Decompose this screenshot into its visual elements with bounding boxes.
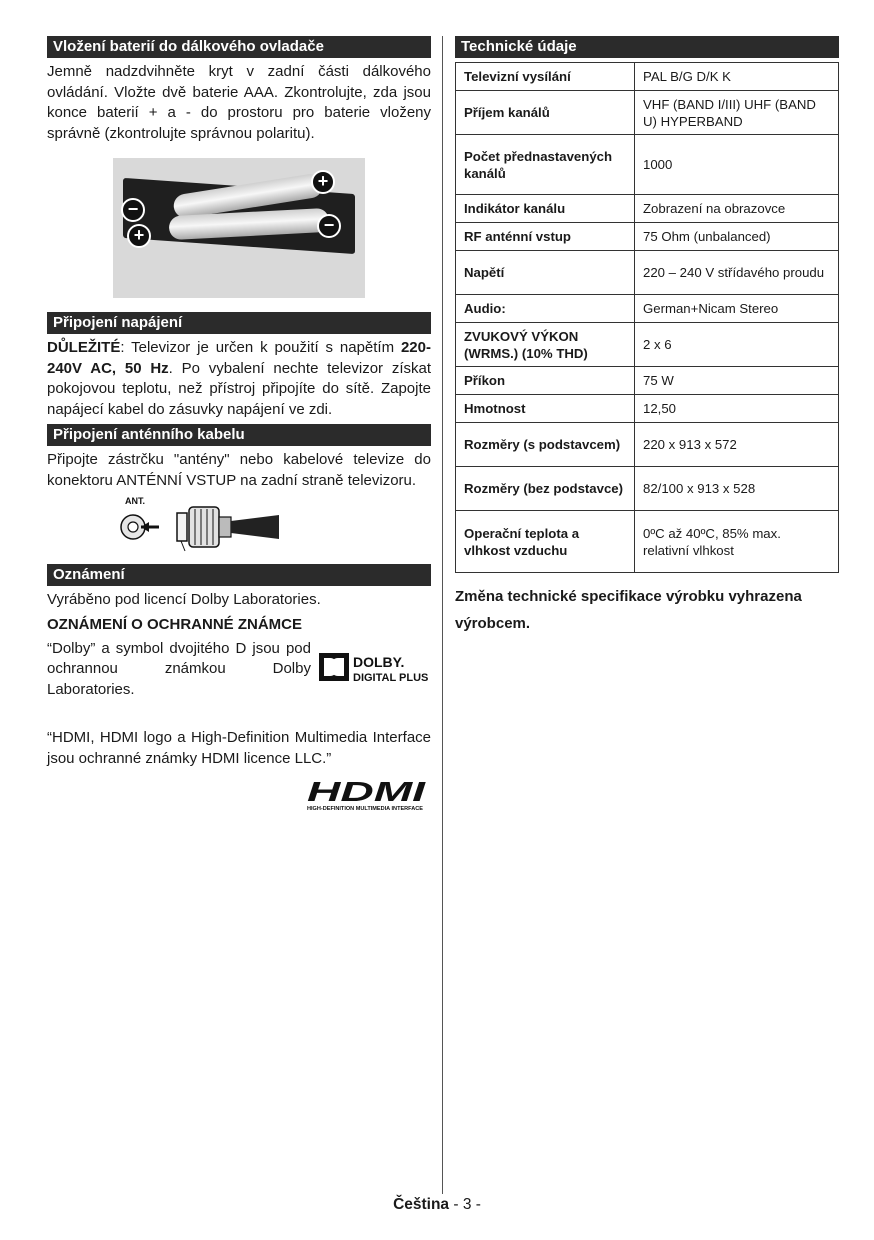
spec-value: 2 x 6 [635,323,839,367]
minus-icon: − [121,198,145,222]
spec-value: 75 W [635,367,839,395]
section-heading-power: Připojení napájení [47,312,431,334]
svg-text:DOLBY.: DOLBY. [353,653,405,670]
spec-row [456,467,839,511]
spec-label: Příkon [456,367,635,395]
spec-label: Operační teplota a vlhkost vzduchu [456,511,635,573]
spec-value: 75 Ohm (unbalanced) [635,223,839,251]
spec-value: 1000 [635,135,839,195]
spec-label: ZVUKOVÝ VÝKON (WRMS.) (10% THD) [456,323,635,367]
spec-row [456,367,839,395]
spec-value: 220 – 240 V střídavého proudu [635,251,839,295]
spec-value: 220 x 913 x 572 [635,423,839,467]
spec-row [456,91,839,135]
spec-value: PAL B/G D/K K [635,63,839,91]
antenna-instructions: Připojte zástrčku "antény" nebo kabelové televize do konektoru ANTÉNNÍ VSTUP na zadní straně televizoru. [47,451,431,489]
spec-value: Zobrazení na obrazovce [635,195,839,223]
plus-icon: + [311,170,335,194]
section-heading-specs: Technické údaje [455,36,839,58]
spec-row [456,195,839,223]
page-number: - 3 - [449,1196,481,1213]
svg-text:HDMI: HDMI [307,777,428,807]
section-heading-battery: Vložení baterií do dálkového ovladače [47,36,431,58]
battery-illustration [113,158,365,298]
spec-change-note: Změna technické specifikace výrobku vyhrazena výrobcem. [455,588,802,632]
plus-icon: + [127,224,151,248]
column-divider [442,36,443,1194]
footer-language: Čeština [393,1196,450,1213]
right-column [455,36,839,637]
spec-row [456,395,839,423]
antenna-connector-illustration [119,495,279,553]
voltage-spec: 220-240V AC, 50 Hz [47,339,431,377]
spec-label: Napětí [456,251,635,295]
spec-row [456,423,839,467]
spec-row [456,251,839,295]
important-label: DŮLEŽITÉ [47,339,121,356]
hdmi-trademark-text: “HDMI, HDMI logo a High-Definition Multimedia Interface jsou ochranné známky HDMI licence LLC.” [47,729,431,767]
antenna-label: ANT. [125,496,145,506]
left-column [47,36,431,816]
spec-label: Příjem kanálů [456,91,635,135]
section-heading-antenna: Připojení anténního kabelu [47,424,431,446]
dolby-logo-icon [319,651,431,685]
minus-icon: − [317,214,341,238]
spec-label: Rozměry (bez podstavce) [456,467,635,511]
spec-row [456,295,839,323]
spec-value: VHF (BAND I/III) UHF (BAND U) HYPERBAND [635,91,839,135]
spec-value: German+Nicam Stereo [635,295,839,323]
spec-label: Rozměry (s podstavcem) [456,423,635,467]
dolby-notice [47,639,431,701]
spec-row [456,323,839,367]
spec-label: Počet přednastavených kanálů [456,135,635,195]
trademark-heading: OZNÁMENÍ O OCHRANNÉ ZNÁMCE [47,615,302,633]
page-footer [0,1196,874,1214]
battery-instructions: Jemně nadzdvihněte kryt v zadní části dálkového ovládání. Vložte dvě baterie AAA. Zkontrolujte, zda jsou konce baterií + a - do prostoru pro baterie vloženy správně (zkontrolujte správnou polaritu). [47,63,431,142]
spec-row [456,511,839,573]
section-heading-notice: Oznámení [47,564,431,586]
svg-text:HIGH-DEFINITION MULTIMEDIA INT: HIGH-DEFINITION MULTIMEDIA INTERFACE [307,806,424,811]
spec-row [456,223,839,251]
svg-text:DIGITAL PLUS: DIGITAL PLUS [353,671,429,684]
spec-label: RF anténní vstup [456,223,635,251]
spec-label: Indikátor kanálu [456,195,635,223]
hdmi-logo-icon [307,777,429,811]
spec-value: 12,50 [635,395,839,423]
dolby-trademark-text: “Dolby” a symbol dvojitého D jsou pod ochrannou známkou Dolby Laboratories. [47,639,311,698]
power-instructions: DŮLEŽITÉ: Televizor je určen k použití s napětím 220-240V AC, 50 Hz. Po vybalení nechte televizor získat pokojovou teplotu, než přístroj připojíte do sítě. Zapojte napájecí kabel do zásuvky napájení ve zdi. [47,339,431,418]
spec-value: 82/100 x 913 x 528 [635,467,839,511]
spec-label: Televizní vysílání [456,63,635,91]
spec-value: 0ºC až 40ºC, 85% max. relativní vlhkost [635,511,839,573]
spec-label: Audio: [456,295,635,323]
dolby-license-text: Vyráběno pod licencí Dolby Laboratories. [47,591,321,608]
spec-label: Hmotnost [456,395,635,423]
spec-row [456,135,839,195]
spec-table [455,62,839,573]
spec-row [456,63,839,91]
